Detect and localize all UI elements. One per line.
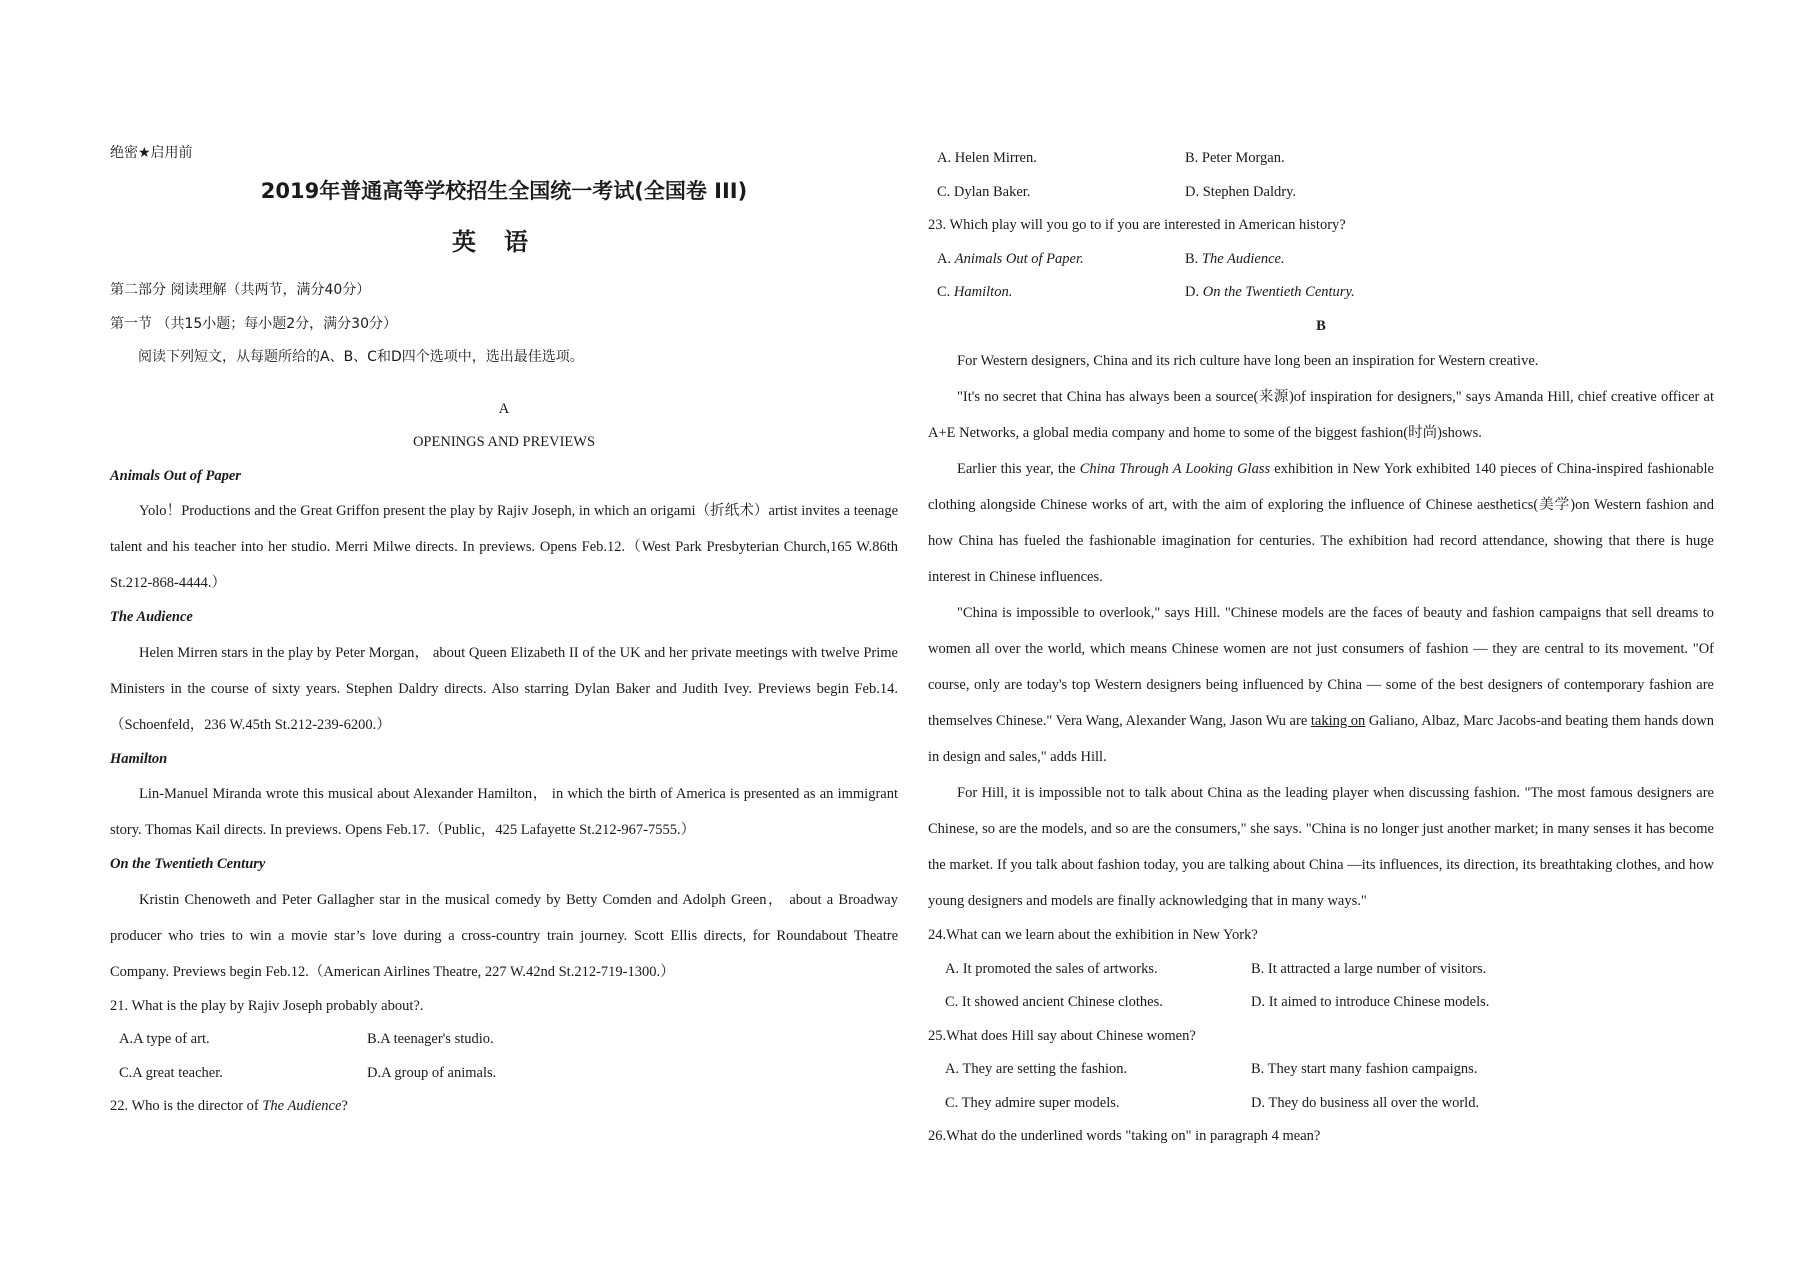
question-22-stem <box>110 1090 898 1124</box>
play-description: Kristin Chenoweth and Peter Gallagher star in the musical comedy by Betty Comden and Adolph Green， about a Broadway producer who tries to win a movie star’s love during a cross-country train journey. Scott Ellis directs, for Roundabout Theatre Company. Previews begin Feb.12.（American Airlines Theatre, 227 W.42nd St.212-719-1300.） <box>110 891 898 980</box>
option-b: B. Peter Morgan. <box>1185 150 1285 166</box>
question-22-stem-suffix: ? <box>341 1098 348 1114</box>
play-description: Lin-Manuel Miranda wrote this musical about Alexander Hamilton， in which the birth of America is presented as an immigrant story. Thomas Kail directs. In previews. Opens Feb.17.（Public，425 Lafayette St.212-967-7555.） <box>110 786 898 838</box>
option-a: A.A type of art. <box>119 1031 210 1047</box>
exam-title: 2019年普通高等学校招生全国统一考试(全国卷 III) <box>260 179 748 203</box>
play-name: Hamilton <box>110 750 168 767</box>
question-21-stem: 21. What is the play by Rajiv Joseph probably about?. <box>110 997 424 1014</box>
option-c: C. It showed ancient Chinese clothes. <box>945 994 1163 1010</box>
question-23-options-row <box>928 243 1714 277</box>
play-name: Animals Out of Paper <box>110 467 241 484</box>
underlined-phrase: taking on <box>1310 713 1366 729</box>
option-a: A. They are setting the fashion. <box>945 1061 1128 1077</box>
passage-b-paragraph-4: "China is impossible to overlook," says Hill. "Chinese models are the faces of beauty and fashion campaigns that sell dreams to women all over the world, which means Chinese women are not just consumers of fashion — they are central to its movement. "Of course, only are today's top Western designers being influenced by China — some of the best designers of contemporary fashion are themselves Chinese." Vera Wang, Alexander Wang, Jason Wu are taking on Galiano, Albaz, Marc Jacobs-and beating them hands down in design and sales," adds Hill. <box>928 605 1714 765</box>
passage-b-paragraph-1: For Western designers, China and its rich culture have long been an inspiration for Western creative. <box>957 353 1539 369</box>
passage-a-label: A <box>498 400 510 417</box>
option-a: A. Helen Mirren. <box>937 150 1037 166</box>
passage-b-paragraph-2: "It's no secret that China has always been a source(来源)of inspiration for designers," says Amanda Hill, chief creative officer at A+E Networks, a global media company and home to some of the biggest fashion(时尚)shows. <box>928 389 1714 441</box>
option-c: C. Hamilton. <box>937 284 1013 300</box>
section-title: 第一节 （共15小题；每小题2分，满分30分） <box>110 315 397 332</box>
option-a: A. Animals Out of Paper. <box>937 250 1084 267</box>
option-c: C. They admire super models. <box>945 1094 1120 1111</box>
play-name: The Audience <box>110 609 193 625</box>
play-description: Helen Mirren stars in the play by Peter Morgan， about Queen Elizabeth II of the UK and her private meetings with twelve Prime Ministers in the course of sixty years. Stephen Daldry directs. Also starring Dylan Baker and Judith Ivey. Previews begin Feb.14.（Schoenfeld，236 W.45th St.212-239-6200.） <box>110 644 898 733</box>
option-b: B.A teenager's studio. <box>367 1031 494 1047</box>
passage-b-paragraph-3: Earlier this year, the China Through A Looking Glass exhibition in New York exhibited 140 pieces of China-inspired fashionable clothing alongside Chinese works of art, with the aim of exploring the influence of Chinese aesthetics(美学)on Western fashion and how China has fueled the fashionable imagination for centuries. The exhibition had record attendance, showing that there is huge interest in Chinese influences. <box>928 461 1714 585</box>
option-b: B. The Audience. <box>1185 250 1285 267</box>
passage-b-paragraph-5: For Hill, it is impossible not to talk about China as the leading player when discussing fashion. "The most famous designers are Chinese, so are the models, and so are the consumers," she says. "China is no longer just another market; in many senses it has become the market. If you talk about fashion today, you are talking about China —its influences, its direction, its breathtaking clothes, and how young designers and models are finally acknowledging that in many ways." <box>928 785 1714 909</box>
question-24-stem: 24.What can we learn about the exhibition in New York? <box>928 927 1258 943</box>
question-22-options-row <box>928 142 1714 176</box>
option-d: D. It aimed to introduce Chinese models. <box>1251 994 1490 1010</box>
option-d: D.A group of animals. <box>367 1064 497 1081</box>
question-21-options-row <box>110 1023 898 1057</box>
question-23-stem: 23. Which play will you go to if you are interested in American history? <box>928 217 1346 233</box>
question-24-options-row <box>928 986 1714 1020</box>
question-26-stem: 26.What do the underlined words "taking on" in paragraph 4 mean? <box>928 1128 1321 1144</box>
passage-a-title: OPENINGS AND PREVIEWS <box>412 434 596 450</box>
play-name: On the Twentieth Century <box>110 856 266 872</box>
question-21-options-row <box>110 1057 898 1091</box>
option-c: C. Dylan Baker. <box>937 183 1031 200</box>
secret-label: 绝密★启用前 <box>110 145 193 161</box>
option-b: B. They start many fashion campaigns. <box>1251 1061 1478 1077</box>
option-b: B. It attracted a large number of visitors. <box>1251 960 1487 977</box>
question-24-options-row <box>928 953 1714 987</box>
passage-b-label: B <box>1316 317 1326 334</box>
question-22-stem-title: The Audience <box>262 1098 342 1114</box>
option-d: D. On the Twentieth Century. <box>1185 284 1355 300</box>
option-d: D. Stephen Daldry. <box>1185 183 1297 200</box>
instructions: 阅读下列短文，从每题所给的A、B、C和D四个选项中，选出最佳选项。 <box>138 349 584 365</box>
subject-title: 英语 <box>452 228 556 256</box>
right-column <box>928 142 1714 1154</box>
question-22-stem-prefix: 22. Who is the director of <box>110 1098 263 1114</box>
play-description: Yolo！Productions and the Great Griffon present the play by Rajiv Joseph, in which an origami（折纸术）artist invites a teenage talent and his teacher into her studio. Merri Milwe directs. In previews. Opens Feb.12.（West Park Presbyterian Church,165 W.86th St.212-868-4444.） <box>110 503 898 591</box>
question-22-options-row <box>928 176 1714 210</box>
question-25-options-row <box>928 1087 1714 1121</box>
question-25-options-row <box>928 1053 1714 1087</box>
option-c: C.A great teacher. <box>119 1064 223 1081</box>
question-23-options-row <box>928 276 1714 310</box>
exhibition-title: China Through A Looking Glass <box>1079 461 1271 477</box>
option-d: D. They do business all over the world. <box>1251 1094 1480 1111</box>
left-column <box>110 142 898 1124</box>
part-title: 第二部分 阅读理解（共两节，满分40分） <box>110 282 371 298</box>
option-a: A. It promoted the sales of artworks. <box>945 960 1158 977</box>
question-25-stem: 25.What does Hill say about Chinese women? <box>928 1027 1196 1044</box>
